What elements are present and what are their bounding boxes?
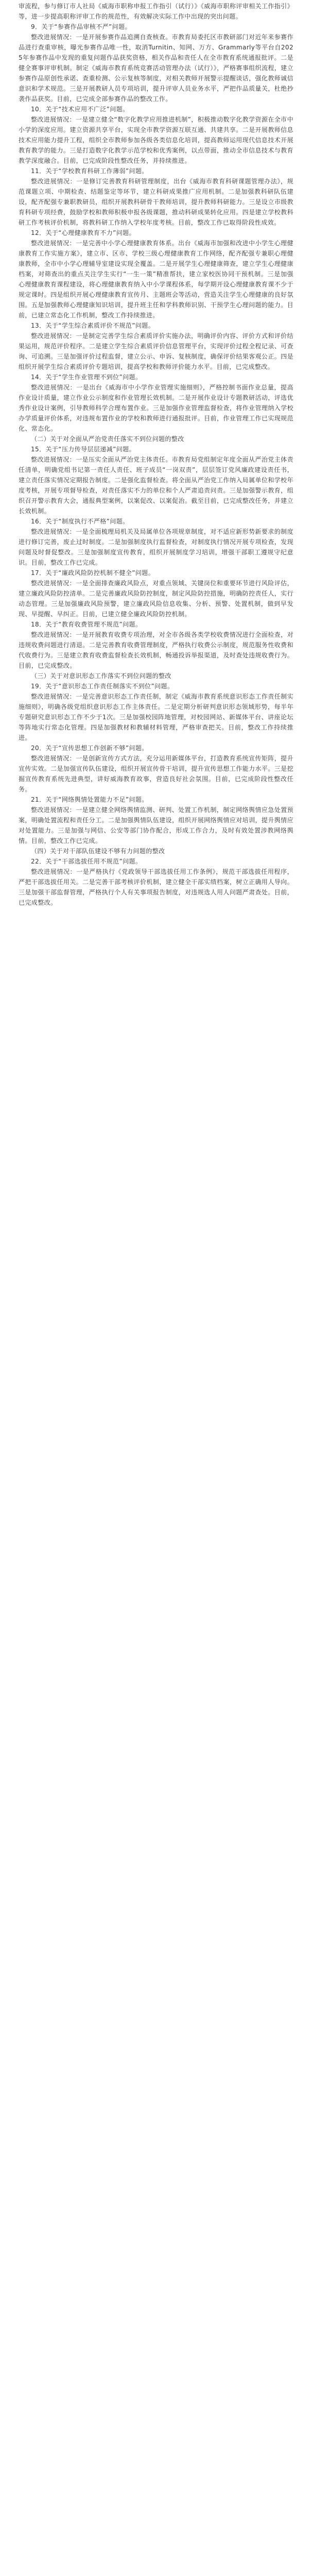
section-heading: （二）关于对全面从严治党责任落实不到位问题的整改 <box>31 435 184 443</box>
section-heading: 21．关于“网络舆情处置能力不足”问题。 <box>31 796 148 803</box>
section-heading: 12．关于“心理健康教育不力”问题。 <box>31 229 135 236</box>
body-paragraph: 整改进展情况：一是制定完善学生综合素质评价实施办法，明确评价内容、评价方式和评价结果运用，规范评价程序。二是建立学生综合素质评价信息管理平台，实现评价过程全程记录、可查询、可追溯。三是加强评价过程监督，建立公示、申诉、复核制度，确保评价结果客观公正。四是组织开展学生综合素质评价专题培训，提高学校和教师评价能力水平。目前，已完成整改。 <box>19 332 293 370</box>
section-heading: （三）关于对意识形态工作落实不到位问题的整改 <box>31 672 171 680</box>
section-heading: 9．关于“参赛作品审核不严”问题。 <box>31 23 131 30</box>
body-paragraph: 整改进展情况：一是创新宣传方式方法，充分运用新媒体平台，打造教育系统宣传矩阵，提升宣传实效。二是加强宣传队伍建设，组织开展宣传骨干培训，提升宣传思想工作能力水平。三是挖掘宣传教育系统先进典型，讲好威海教育故事，营造良好社会氛围。目前，已完成阶段性整改任务。 <box>19 755 293 793</box>
section-heading: 22．关于“干部选拔任用不规范”问题。 <box>31 858 142 865</box>
section-heading: （四）关于对干部队伍建设不够有力问题的整改 <box>31 848 165 855</box>
section-heading: 20．关于“宣传思想工作创新不够”问题。 <box>31 744 148 752</box>
body-paragraph: 整改进展情况：一是修订完善教育科研管理制度，出台《威海市教育科研课题管理办法》，规范课题立项、中期检查、结题鉴定等环节，建立科研成果推广应用机制。二是加强教科研队伍建设，配齐配强专兼职教研员，组织开展教科研骨干教师培训，提升教师科研能力。三是设立市级教育科研专项经费，鼓励学校和教师积极申报各级课题，推动科研成果转化应用。四是建立学校教科研工作考核评价机制，将教科研工作纳入学校年度考核。目前，整改工作已取得阶段性成效。 <box>19 178 293 226</box>
body-paragraph: 整改进展情况：一是建立健全“数字化教学应用推进机制”，积极推动数字化教学资源在全市中小学的深度应用。建立资源共享平台，实现全市教学资源互联互通、共建共享。二是开展教师信息技术应用能力提升工程，组织全市教师参加各级各类信息化培训，提高教师运用现代信息技术开展教育教学的能力。三是打造数字化教学示范学校和优秀案例，以点带面，推动全市信息技术与教育教学深度融合。目前，已完成阶段性整改任务，并持续推进。 <box>19 116 293 164</box>
body-paragraph: 整改进展情况：一是严格执行《党政领导干部选拔任用工作条例》，规范干部选拔任用程序，严把干部选拔任用关。二是完善干部考核评价机制，建立健全干部实绩档案，树立正确用人导向。三是加强干部监督管理，严格执行个人有关事项报告制度，对违规选人用人问题严肃查处。目前，已完成整改。 <box>19 868 293 906</box>
section-heading: 17．关于“廉政风险防控机制不健全”问题。 <box>31 569 155 577</box>
section-heading: 11．关于“学校教育科研工作薄弱”问题。 <box>31 167 148 175</box>
body-paragraph: 整改进展情况：一是出台《威海市中小学作业管理实施细则》，严格控制书面作业总量，提高作业设计质量，建立作业公示制度和作业管理长效机制。二是开展作业设计专题教研活动，评选优秀作业设计案例，引导教师科学合理布置作业。三是加强作业管理监督检查，将作业管理纳入学校办学质量评价体系，对违规布置作业的学校和教师进行通报批评。目前，作业管理工作已实现规范化、常态化。 <box>19 384 293 432</box>
body-paragraph: 整改进展情况：一是压实全面从严治党主体责任。市教育局党组制定年度全面从严治党主体责任清单，明确党组书记第一责任人责任、班子成员“一岗双责”，层层签订党风廉政建设责任书，建立责任落实情况定期报告制度。二是强化监督检查。将全面从严治党工作纳入局属单位和学校年度考核，开展专项督导检查，对责任落实不力的单位和个人严肃追责问责。三是加强警示教育，组织召开警示教育大会，通报典型案例，以案促改、以案促治。截至目前，已完成整改任务，并建立长效机制。 <box>19 456 293 515</box>
section-heading: 10．关于“技术应用不广泛”问题。 <box>31 106 129 113</box>
section-heading: 15．关于“压力传导层层递减”问题。 <box>31 446 135 453</box>
body-paragraph: 整改进展情况：一是建立健全网络舆情监测、研判、处置工作机制，制定网络舆情应急处置预案，明确处置流程和责任分工。二是加强舆情队伍建设，组织开展网络舆情应对培训，提升舆情应对处置能力。三是加强与网信、公安等部门协作配合，形成工作合力，及时有效处置涉教网络舆情。目前，整改工作已完成。 <box>19 806 293 844</box>
body-paragraph: 整改进展情况：一是开展参赛作品追溯自查核查。市教育局委托区市教研部门对近年来参赛作品进行查重审核，曝光参赛作品唯一性，取消Turnitin、知网、万方、Grammarly等平台自2025年参赛作品中发现的重复问题作品获奖资格，相关作品和责任人在全市教育系统通报批评。二是健全赛事评审机制。制定《威海市教育系统竞赛活动管理办法（试行）》，严格赛事组织流程，建立参赛作品原创性承诺、查重检测、公示复核等制度，对相关教师开展警示提醒谈话，强化教师诚信意识和学术规范。三是开展教研人员专项培训，提升评审人员业务水平，严把作品质量关，杜绝抄袭作品获奖。目前，已完成全部参赛作品的整改工作。 <box>19 33 293 103</box>
body-paragraph: 整改进展情况：一是完善意识形态工作责任制，制定《威海市教育系统意识形态工作责任制实施细则》，明确各级党组织意识形态工作主体责任。二是定期分析研判意识形态领域形势，每半年专题研究意识形态工作不少于1次。三是加强校园阵地管理，对校园网站、新媒体平台、讲座论坛等阵地实行常态化管理。四是加强教材和教辅材料管理，严格审查把关。目前，整改工作持续推进。 <box>19 693 293 741</box>
section-heading: 14．关于“学生作业管理不到位”问题。 <box>31 374 142 381</box>
section-heading: 16．关于“制度执行不严格”问题。 <box>31 518 129 525</box>
section-heading: 19．关于“意识形态工作责任制落实不到位”问题。 <box>31 683 174 690</box>
section-heading: 18．关于“教育收费管理不规范”问题。 <box>31 621 142 628</box>
body-paragraph: 整改进展情况：一是全面梳理局机关及局属单位各项规章制度，对不适应新形势新要求的制度进行修订完善，废止过时制度。二是加强制度执行监督检查，对制度执行情况开展专项检查，发现问题及时督促整改。三是加强制度宣传教育，组织开展制度学习培训，增强干部职工遵规守纪意识。目前，整改工作已完成。 <box>19 528 293 566</box>
section-heading: 13．关于“学生综合素质评价不规范”问题。 <box>31 322 155 329</box>
body-paragraph: 整改进展情况：一是开展教育收费专项治理，对全市各级各类学校收费情况进行全面检查，对违规收费问题进行清退。二是完善教育收费管理制度，严格执行收费公示制度，规范服务性收费和代收费行为。三是建立教育收费监督检查长效机制，畅通投诉举报渠道，及时查处违规收费行为。目前，已完成整改。 <box>19 631 293 669</box>
body-paragraph: 整改进展情况：一是完善中小学心理健康教育体系。出台《威海市加强和改进中小学生心理健康教育工作实施方案》，建立市、区市、学校三级心理健康教育工作网络，配齐配强专兼职心理健康教师，全市中小学心理辅导室建设实现全覆盖。二是开展学生心理健康筛查，建立学生心理健康档案，对筛查出的重点关注学生实行“一生一策”精准帮扶，建立家校医协同干预机制。三是加强心理健康教育课程建设，将心理健康教育纳入中小学课程体系，每学期开设心理健康教育课不少于规定课时。四是组织开展心理健康教育宣传月、主题班会等活动，营造关注学生心理健康的良好氛围。五是加强教师心理健康知识培训，提升班主任和学科教师识别、干预学生心理问题的能力。目前，已建立常态化工作机制，整改工作持续推进。 <box>19 240 293 319</box>
body-paragraph: 审流程，参与修订市人社局《威海市职称申报工作指引（试行）》《威海市职称评审相关工作指引》等，进一步提高职称评审工作的规范性，有效解决实际工作中出现的突出问题。 <box>19 3 293 20</box>
body-paragraph: 整改进展情况：一是全面排查廉政风险点，对重点领域、关键岗位和重要环节进行风险评估，建立廉政风险防控清单。二是完善廉政风险防控制度，制定风险防控措施，明确防控责任人，实行动态管理。三是加强廉政风险预警，建立廉政风险信息收集、分析、预警、处置机制，做到早发现、早提醒、早纠正。目前，已建立健全廉政风险防控机制。 <box>19 580 293 618</box>
